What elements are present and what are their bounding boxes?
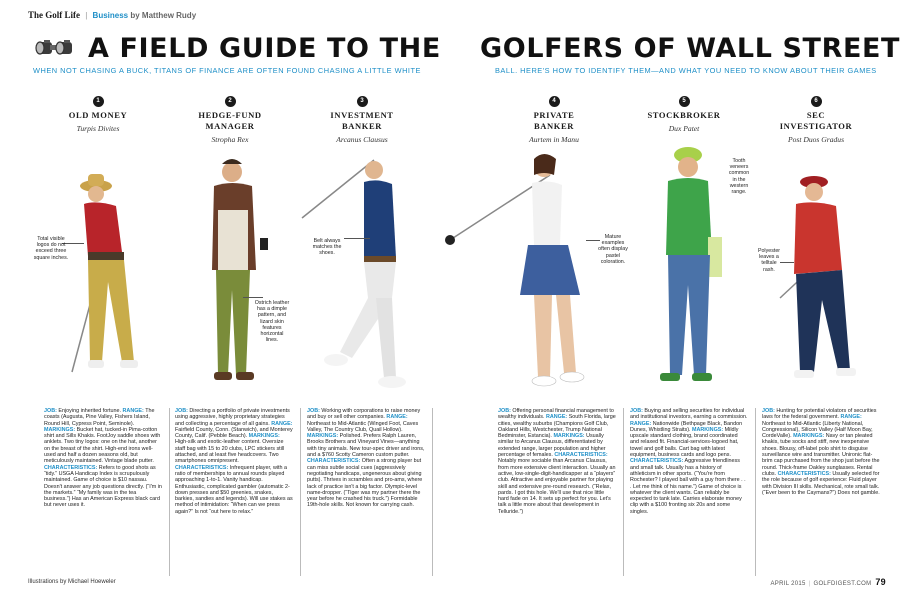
golfer-body-stockbroker (630, 408, 748, 515)
field-label-range: RANGE: (386, 414, 408, 421)
field-label-characteristics: CHARACTERISTICS: (630, 458, 684, 465)
golfer-latin-name: Arcanus Clausus (336, 135, 388, 144)
golfer-name: SEC INVESTIGATOR (779, 110, 853, 131)
golfer-heading-hedge-fund (164, 96, 296, 144)
field-label-characteristics: CHARACTERISTICS: (44, 464, 98, 471)
field-label-markings: MARKINGS: (307, 433, 339, 440)
golfer-number: 6 (811, 96, 822, 107)
field-label-characteristics: CHARACTERISTICS: (554, 452, 608, 459)
website: GOLFDIGEST.COM (813, 581, 872, 587)
callout-private-banker: Mature examples often display pastel coloration. (598, 234, 628, 265)
field-text-job: Offering personal financial management to wealthy individuals. (498, 408, 614, 421)
golfer-name: OLD MONEY (68, 110, 128, 120)
golfer-heading-stockbroker (618, 96, 750, 133)
field-label-job: JOB: (307, 408, 320, 414)
field-label-job: JOB: (498, 408, 511, 414)
masthead-separator: | (85, 11, 88, 20)
golfer-name: PRIVATE BANKER (533, 110, 575, 131)
field-label-job: JOB: (630, 408, 643, 414)
callout-stockbroker: Tooth veneers common in the western range. (728, 158, 750, 196)
private-banker-golfer-illustration (440, 145, 610, 395)
golfer-body-sec-investigator (762, 408, 880, 496)
hedge-fund-golfer-illustration (180, 150, 290, 395)
field-text-range: Fairfield County, Conn. (Stanwich), and Monterey County, Calif. (Pebble Beach). (175, 426, 293, 440)
field-text-characteristics: Notably more sociable than Arcanus Clausus, from more extensive client interaction. Usually an active, low-single-digit-handicapper at a “players” club. Attractive and enjoyable partner for playing skill and extensive pre-round research. (“Relax, pards. I got this hole. We'll use that nice little hard fade on 14. It sets up perfect for you. Let's talk a little more about that development in Telluride.”) (498, 458, 616, 515)
field-label-range: RANGE: (545, 414, 568, 421)
field-text-job: Buying and selling securities for individual and institutional investors, earning a commission. (630, 408, 748, 421)
golfer-heading-sec-investigator (750, 96, 882, 144)
field-label-range: RANGE: (630, 420, 652, 427)
field-label-markings: MARKINGS: (793, 433, 825, 440)
field-text-job: Enjoying inherited fortune. (56, 408, 123, 414)
byline: by Matthew Rudy (130, 11, 197, 20)
field-text-range: South Florida, large cities, wealthy suburbs (Champions Golf Club, Oakland Hills, Westchester, Trump National Bedminster, Estancia). (498, 414, 616, 440)
golfer-body-hedge-fund (175, 408, 293, 515)
masthead (28, 10, 196, 20)
page-folio: APRIL 2015 | GOLFDIGEST.COM 79 (770, 577, 886, 587)
field-text-job: Hunting for potential violators of securities laws for the federal government. (762, 408, 877, 421)
field-text-markings: High-silk and exotic-leather content. Oversize staff bag with 15 to 20 clubs, LPC stickers still attached, and at least five headcovers. Two smartphones omnipresent. (175, 439, 285, 465)
golfer-number: 3 (357, 96, 368, 107)
golfer-body-investment-banker (307, 408, 425, 509)
field-text-characteristics: Aggressive friendliness and small talk. Usually has a history of athleticism in other sports. (“You're from Rochester? I played ball with a guy from there . . . Let me think of his name.”) Game of choice is whatever the client wants. Can reliably be expected to tank late. Carries elaborate money clip with a $100 fronting six 20s and some singles. (630, 458, 746, 515)
column-divider (300, 408, 301, 576)
field-text-range: Northeast to Mid-Atlantic (Winged Foot, Caves Valley, The Country Club, Quail Hollow). (307, 420, 419, 433)
golfer-body-private-banker (498, 408, 616, 515)
golfer-number: 1 (93, 96, 104, 107)
golfer-number: 2 (225, 96, 236, 107)
page-title-right: GOLFERS OF WALL STREET (480, 33, 901, 64)
column-divider (623, 408, 624, 576)
sec-investigator-golfer-illustration (760, 170, 880, 395)
field-text-range: Nationwide (Bethpage Black, Bandon Dunes, Whistling Straits). (630, 420, 743, 433)
field-text-markings: Mildly upscale standard clothing, brand coordinated and relaxed fit. Financial-services-logoed hat, towel and golf balls. Cart bag with latest equipment, business cards and logo pens. (630, 426, 739, 459)
callout-investment-banker: Belt always matches the shoes. (312, 238, 342, 257)
deck-left: WHEN NOT CHASING A BUCK, TITANS OF FINANCE ARE OFTEN FOUND CHASING A LITTLE WHITE (33, 66, 421, 75)
column-divider (432, 408, 433, 576)
golfer-number: 4 (549, 96, 560, 107)
field-text-characteristics: Often a strong player but can miss subtle social cues (aggressively negotiating handicaps, ungenerous about giving putts). Thrives in scrambles and pro-ams, where lack of practice isn't a big factor. Olympic-level name-dropper. (“Tiger was my partner there the year before he crashed his truck.”) Formidable 19th-hole skills. Not known for carrying cash. (307, 458, 423, 509)
golfer-latin-name: Post Duos Gradus (787, 135, 845, 144)
illustration-credit: Illustrations by Michael Hoeweler (28, 579, 116, 585)
field-text-characteristics: Usually selected for the role because of golf experience: Fluid player with Division III skills. Mechanical, rote small talk. (“Ever been to the Caymans?”) Does not gamble. (762, 470, 880, 496)
field-label-characteristics: CHARACTERISTICS: (307, 458, 361, 465)
binoculars-icon (34, 36, 76, 58)
golfer-name: INVESTMENT BANKER (330, 110, 394, 131)
callout-old-money: Total visible logos do not exceed three square inches. (33, 236, 69, 261)
field-label-markings: MARKINGS: (44, 426, 76, 433)
field-label-job: JOB: (762, 408, 775, 414)
golfer-body-old-money (44, 408, 162, 509)
field-text-range: The coasts (Augusta, Pine Valley, Fishers Island, Round Hill, Cypress Point, Seminole). (44, 408, 155, 427)
page-number: 79 (875, 577, 886, 587)
column-divider (755, 408, 756, 576)
golfer-heading-investment-banker (296, 96, 428, 144)
page-title-left: A FIELD GUIDE TO THE (88, 33, 441, 64)
field-text-markings: Polished. Prefers Ralph Lauren, Brooks Brothers and Vineyard Vines—anything with tiny animals. New tour-spec driver and irons, and a $760 Scotty Cameron custom putter. (307, 433, 425, 459)
field-label-job: JOB: (44, 408, 57, 414)
golfer-latin-name: Dux Patet (668, 124, 700, 133)
field-text-characteristics: Refers to good shots as “tidy.” USGA Handicap Index is scrupulously maintained. Game of choice is $10 nassau. Doesn't answer any job questions directly. (“I'm in the markets.” “My family was in the tea business.”) Has an American Express black card but never uses it. (44, 464, 162, 509)
field-label-range: RANGE: (122, 408, 144, 414)
issue-date: APRIL 2015 (770, 581, 806, 587)
field-label-range: RANGE: (271, 420, 293, 427)
field-text-markings: Usually similar to Arcanus Clausus, differentiated by extended range, larger population and higher percentage of females. (498, 433, 606, 459)
field-label-job: JOB: (175, 408, 188, 414)
field-label-markings: MARKINGS: (692, 426, 724, 433)
field-text-range: Northeast to Mid-Atlantic (Liberty National, Congressional), Silicon Valley (Half Moon Bay, CordeValle). (762, 420, 873, 440)
field-label-characteristics: CHARACTERISTICS: (175, 464, 229, 471)
callout-sec-investigator: Polyester leaves a telltale rash. (757, 248, 781, 273)
column-divider (169, 408, 170, 576)
field-text-job: Directing a portfolio of private investments using aggressive, highly proprietary strategies and collecting a percentage of all gains. (175, 408, 290, 427)
golfer-name: STOCKBROKER (647, 110, 721, 120)
section-name: Business (92, 11, 129, 20)
callout-hedge-fund: Ostrich leather has a dimple pattern, and lizard skin features horizontal lines. (254, 300, 290, 344)
field-label-markings: MARKINGS: (553, 433, 585, 440)
old-money-golfer-illustration (50, 172, 170, 392)
deck-right: BALL. HERE'S HOW TO IDENTIFY THEM—AND WHAT YOU NEED TO KNOW ABOUT THEIR GAMES (495, 66, 877, 75)
golfer-heading-private-banker (488, 96, 620, 144)
magazine-name: The Golf Life (28, 10, 80, 20)
golfer-latin-name: Stropha Rex (211, 135, 249, 144)
investment-banker-golfer-illustration (292, 148, 412, 396)
golfer-heading-old-money (32, 96, 164, 133)
field-label-markings: MARKINGS: (248, 433, 280, 440)
field-label-characteristics: CHARACTERISTICS: (777, 470, 831, 477)
field-text-job: Working with corporations to raise money and buy or sell other companies. (307, 408, 421, 421)
field-text-markings: Bucket hat, tucked-in Pima-cotton shirt and Sills Khakis. FootJoy saddle shoes with anklets. Two tiny logos: one on the hat, another on the breast of the shirt. High-end irons well-used and half a dozen seasons old, but meticulously maintained. Vintage blade putter. (44, 426, 161, 465)
field-text-markings: Navy or tan pleated khakis, tube socks and stiff, new inexpensive shoes. Blousy, off-label polo shirt to disguise surveillance wire and transmitter. Unironic flat-brim cap purchased from the shop just before the round. Thick-frame Oakley sunglasses. Rental clubs. (762, 433, 880, 477)
golfer-latin-name: Turpis Divites (76, 124, 120, 133)
field-text-characteristics: Infrequent player, with a ratio of memberships to annual rounds played approaching 1-to-1. Vanity handicap. Enthusiastic, complicated gambler (automatic 2-down presses and $50 greenies, snakes, barkies, sandies and legends). Will use stakes as method of intimidation: “When can we press again?” Is not “out here to relax.” (175, 464, 293, 515)
golfer-latin-name: Aurtem in Manu (529, 135, 579, 144)
golfer-number: 5 (679, 96, 690, 107)
field-label-range: RANGE: (840, 414, 862, 421)
golfer-name: HEDGE-FUND MANAGER (198, 110, 262, 131)
